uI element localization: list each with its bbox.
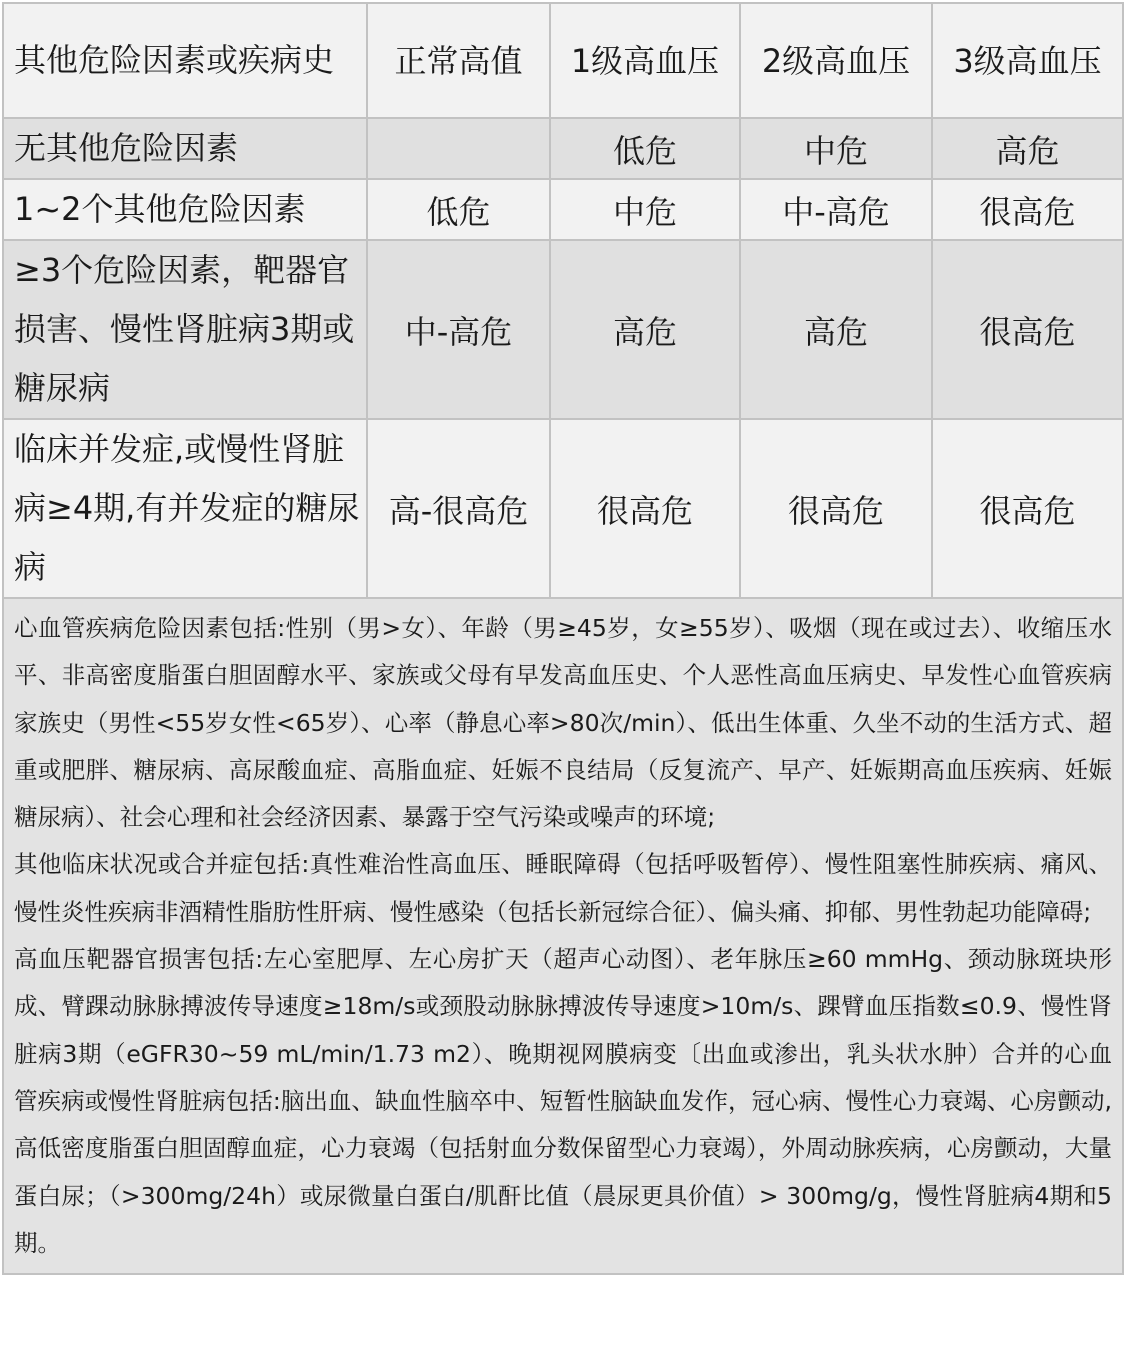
row-label: 无其他危险因素 bbox=[3, 118, 367, 179]
risk-cell: 高-很高危 bbox=[367, 419, 550, 598]
risk-cell: 中-高危 bbox=[740, 179, 932, 240]
risk-cell: 高危 bbox=[550, 240, 740, 419]
hypertension-risk-table bbox=[2, 2, 1124, 1275]
risk-cell: 很高危 bbox=[932, 179, 1123, 240]
risk-cell: 低危 bbox=[550, 118, 740, 179]
header-grade1: 1级高血压 bbox=[550, 3, 740, 118]
risk-cell: 中-高危 bbox=[367, 240, 550, 419]
header-grade3: 3级高血压 bbox=[932, 3, 1123, 118]
risk-cell: 高危 bbox=[932, 118, 1123, 179]
risk-cell: 很高危 bbox=[932, 419, 1123, 598]
row-label: ≥3个危险因素，靶器官损害、慢性肾脏病3期或糖尿病 bbox=[3, 240, 367, 419]
notes-row bbox=[3, 598, 1123, 1274]
header-normal-high: 正常高值 bbox=[367, 3, 550, 118]
risk-cell: 很高危 bbox=[932, 240, 1123, 419]
table-row bbox=[3, 118, 1123, 179]
risk-cell: 低危 bbox=[367, 179, 550, 240]
table-row bbox=[3, 240, 1123, 419]
risk-cell bbox=[367, 118, 550, 179]
risk-cell: 高危 bbox=[740, 240, 932, 419]
row-label: 1~2个其他危险因素 bbox=[3, 179, 367, 240]
risk-cell: 中危 bbox=[740, 118, 932, 179]
header-factor-label: 其他危险因素或疾病史 bbox=[3, 3, 367, 118]
footnotes bbox=[3, 598, 1123, 1274]
table-row bbox=[3, 179, 1123, 240]
row-label: 临床并发症,或慢性肾脏病≥4期,有并发症的糖尿病 bbox=[3, 419, 367, 598]
table-row bbox=[3, 419, 1123, 598]
cardio-risk-factors-note: 心血管疾病危险因素包括:性别（男>女）、年龄（男≥45岁，女≥55岁）、吸烟（现在或过去）、收缩压水平、非高密度脂蛋白胆固醇水平、家族或父母有早发高血压史、个人恶性高血压病史、早发性心血管疾病家族史（男性<55岁女性<65岁）、心率（静息心率>80次/min）、低出生体重、久坐不动的生活方式、超重或肥胖、糖尿病、高尿酸血症、高脂血症、妊娠不良结局（反复流产、早产、妊娠期高血压疾病、妊娠糖尿病）、社会心理和社会经济因素、暴露于空气污染或噪声的环境; bbox=[14, 614, 1112, 832]
header-grade2: 2级高血压 bbox=[740, 3, 932, 118]
risk-cell: 很高危 bbox=[740, 419, 932, 598]
header-row bbox=[3, 3, 1123, 118]
target-organ-damage-note: 高血压靶器官损害包括:左心室肥厚、左心房扩天（超声心动图）、老年脉压≥60 mmHg、颈动脉斑块形成、臂踝动脉脉搏波传导速度≥18m/s或颈股动脉脉搏波传导速度>10m/s、踝臂血压指数≤0.9、慢性肾脏病3期（eGFR30~59 mL/min/1.73 m2）、晚期视网膜病变〔出血或渗出，乳头状水肿）合并的心血管疾病或慢性肾脏病包括:脑出血、缺血性脑卒中、短暂性脑缺血发作，冠心病、慢性心力衰竭、心房颤动,高低密度脂蛋白胆固醇血症，心力衰竭（包括射血分数保留型心力衰竭），外周动脉疾病，心房颤动，大量蛋白尿；（>300mg/24h）或尿微量白蛋白/肌酐比值（晨尿更具价值）> 300mg/g，慢性肾脏病4期和5期。 bbox=[14, 945, 1112, 1257]
risk-cell: 很高危 bbox=[550, 419, 740, 598]
risk-cell: 中危 bbox=[550, 179, 740, 240]
other-conditions-note: 其他临床状况或合并症包括:真性难治性高血压、睡眠障碍（包括呼吸暂停）、慢性阻塞性肺疾病、痛风、慢性炎性疾病非酒精性脂肪性肝病、慢性感染（包括长新冠综合征）、偏头痛、抑郁、男性勃起功能障碍; bbox=[14, 850, 1112, 926]
